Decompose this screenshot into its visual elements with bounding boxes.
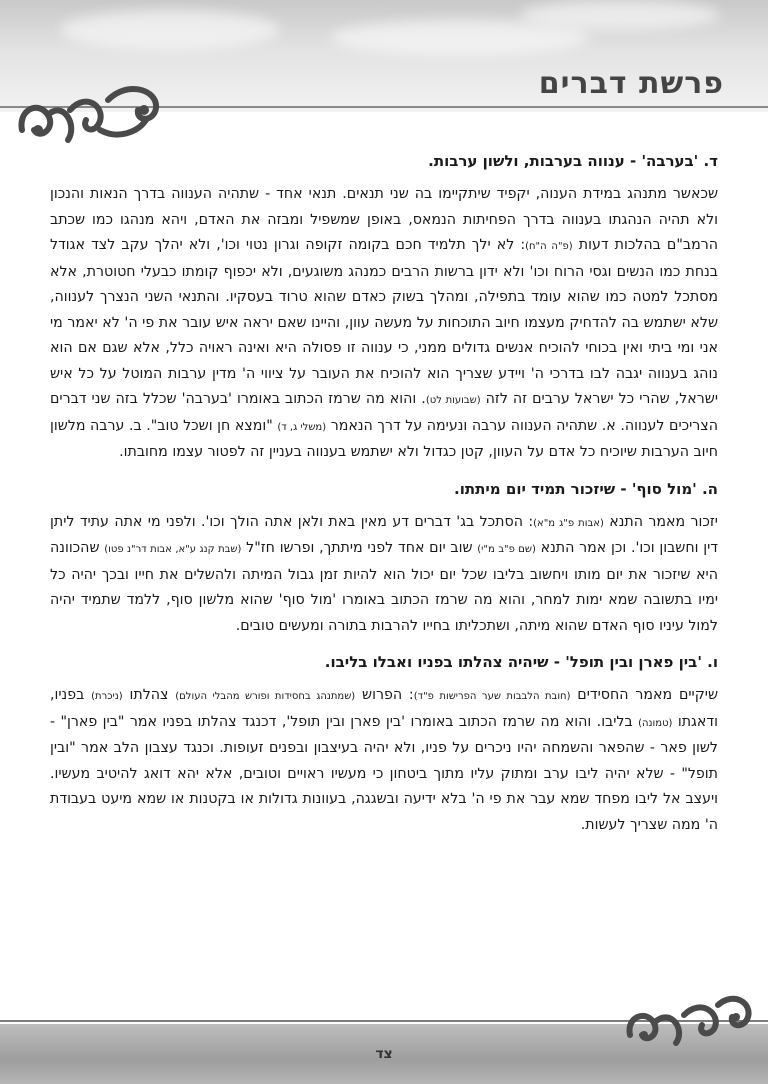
swirl-ornament-icon	[618, 985, 758, 1060]
section-title: ה. 'מול סוף' - שיזכור תמיד יום מיתתו.	[454, 479, 718, 498]
section-title: ו. 'בין פארן ובין תופל' - שיהיה צהלתו בפניו ואבלו בליבו.	[324, 653, 718, 671]
source-reference: (אבות פ"ג מ"א)	[533, 517, 604, 529]
parasha-title: פרשת דברים	[538, 66, 724, 101]
source-reference: (משלי ג, ד)	[277, 421, 327, 433]
content-body	[50, 150, 718, 850]
source-reference: (פ"ה ה"ח)	[525, 241, 573, 252]
source-reference: (שמתנהג בחסידות ופורש מהבלי העולם)	[175, 691, 356, 702]
source-reference: (שבת קנג ע"א, אבות דר"נ פטו)	[104, 544, 242, 555]
section-arava	[50, 150, 718, 466]
section-paran-tofel	[50, 651, 718, 838]
section-paragraph: שיקיים מאמר החסידים (חובת הלבבות שער הפרישות פ"ד): הפרוש (שמתנהג בחסידות ופורש מהבלי העולם) צהלתו (ניכרת) בפניו, ודאגתו (טמונה) בליבו. והוא מה שרמז הכתוב באומרו 'בין פארן ובין תופל', דכנגד צהלתו בפניו אמר "בין פארן" - לשון פאר - שהפאר והשמחה יהיו ניכרים על פניו, ולא יהיה בעיצבון ובפנים זעופות. וכנגד עצבון הלב אמר "ובין תופל" - שלא יהיה ליבו ערב ומתוק עליו מתוך ביטחון כי מעשיו ראויים וטובים, אלא יהא דואג להיטיב מעשיו. ויעצב אל ליבו מפחד שמא עבר את פי ה' בלא ידיעה ובשגגה, בעוונות גדולות או בקטנות או שמא מיעט בעבודת ה' ממה שצריך לעשות.	[50, 687, 719, 833]
source-reference: (חובת הלבבות שער הפרישות פ"ד)	[413, 691, 571, 702]
section-title: ד. 'בערבה' - ענווה בערבות, ולשון ערבות.	[428, 152, 718, 170]
swirl-ornament-icon	[8, 70, 178, 160]
source-reference: (טמונה)	[638, 717, 673, 729]
page-number: צד	[375, 1046, 393, 1062]
section-mol-suf	[50, 478, 718, 640]
section-paragraph: שכאשר מתנהג במידת הענוה, יקפיד שיתקיימו בה שני תנאים. תנאי אחד - שתהיה הענווה בדרך הנאות והנכון ולא תהיה הנהגתו בענווה בדרך הפחיתות הנמאס, באופן שמשפיל ומבזה את האדם, ויהא מנהגו כמו שכתב הרמב"ם בהלכות דעות (פ"ה ה"ח): לא ילך תלמיד חכם בקומה זקופה וגרון נטוי וכו', ולא יהלך עקב לצד אגודל בנחת כמו הנשים וגסי הרוח וכו' ולא ידון ברשות הרבים כמנהג משוגעים, ולא יכפוף קומתו כבעלי חטוטרת, אלא מסתכל למטה כמו שהוא עומד בתפילה, ומהלך בשוק כאדם שהוא טרוד בעסקיו. והתנאי השני הנצרך לענווה, שלא ישתמש בה להדחיק מעצמו חיוב התוכחות על מעשה עוון, והיינו שאם יראה איש עובר את פי ה' לא יאמר מי אני ומי ביתי ואין בכוחי להוכיח אנשים גדולים ממני, כי ענווה זו פסולה היא ואינה ראויה כלל, אלא שגם אם הוא נוהג בענווה יגבה לבו בדרכי ה' ויידע שצריך הוא להוכיח את העובר על ציווי ה' מדין ערבות המוטל על כל איש ישראל, שהרי כל ישראל ערבים זה לזה (שבועות לט). והוא מה שרמז הכתוב באומרו 'בערבה' שכלל בזה שני דברים הצריכים לענווה. א. שתהיה הענווה ערבה ונעימה על דרך הנאמר (משלי ג, ד) "ומצא חן ושכל טוב". ב. ערבה מלשון חיוב הערבות שיוכיח כל אדם על העוון, קטן כגדול ולא ישתמש בענווה בעניין זה לפטור עצמו מחובתו.	[50, 186, 719, 460]
source-reference: (ניכרת)	[91, 691, 123, 702]
section-paragraph: יזכור מאמר התנא (אבות פ"ג מ"א): הסתכל בג' דברים דע מאין באת ולאן אתה הולך וכו'. ולפני מי אתה עתיד ליתן דין וחשבון וכו'. וכן אמר התנא (שם פ"ב מ"י) שוב יום אחד לפני מיתתך, ופרשו חז"ל (שבת קנג ע"א, אבות דר"נ פטו) שהכוונה היא שיזכור את יום מותו ויחשוב בליבו שכל יום יכול הוא להיות זמן גבול המיתה ולהשלים את חייו ובכך יהיה כל ימיו בתשובה שמא ימות למחר, והוא מה שרמז הכתוב באומרו 'מול סוף' שהוא מלשון סוף, ללמד שתמיד יהיה למול עיניו סוף האדם שהוא מיתה, ושתכליתו בחייו להרבות בתורה ומעשים טובים.	[50, 513, 718, 634]
source-reference: (שבועות לט)	[425, 395, 481, 406]
source-reference: (שם פ"ב מ"י)	[477, 544, 536, 555]
